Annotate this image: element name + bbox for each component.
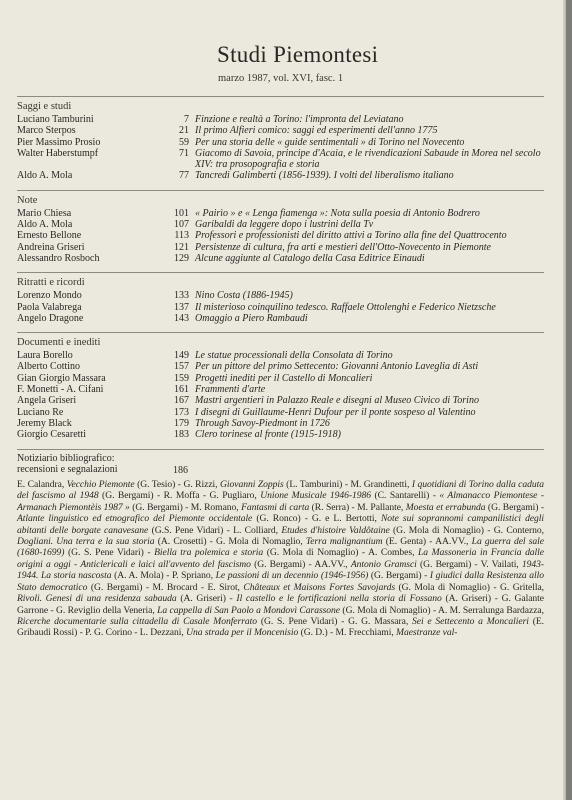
entry-title: Per un pittore del primo Settecento: Giovanni Antonio Laveglia di Asti [195, 361, 479, 373]
notiziario-label-line1: Notiziario bibliografico: [17, 452, 115, 464]
entry-title: Clero torinese al fronte (1915-1918) [195, 429, 341, 441]
entry-author: Alessandro Rosboch [17, 252, 100, 264]
entry-title: Le statue processionali della Consolata di Torino [195, 350, 393, 362]
entry-title: Giacomo di Savoia, principe d'Acaia, e le rivendicazioni Sabaude in Morea nel secolo XIV: tra prosopografia e storia [195, 147, 541, 171]
entry-author: F. Monetti - A. Cifani [17, 384, 104, 396]
entry-page: 121 [174, 241, 189, 253]
entry-title: Il misterioso coinquilino tedesco. Raffaele Ottolenghi e Federico Nietzsche [195, 301, 496, 313]
toc-entry [17, 302, 544, 313]
entry-title: Progetti inediti per il Castello di Moncalieri [195, 372, 373, 384]
header [17, 0, 544, 96]
entry-author: Luciano Tamburini [17, 114, 94, 125]
entry-page: 149 [174, 350, 189, 362]
entry-author: Laura Borello [17, 350, 73, 362]
toc-entry [17, 407, 544, 418]
toc-entry [17, 114, 544, 125]
entry-author: Ernesto Bellone [17, 230, 82, 242]
entry-author: Luciano Re [17, 406, 64, 418]
toc-entry [17, 361, 544, 372]
section-title: Saggi e studi [17, 101, 72, 112]
toc-entry [17, 350, 544, 361]
entry-page: 167 [174, 395, 189, 407]
toc-entry [17, 148, 544, 171]
toc-entry [17, 242, 544, 253]
entry-title: « Pairìo » e « Lenga fiamenga »: Nota sulla poesia di Antonio Bodrero [195, 207, 480, 219]
entry-page: 179 [174, 417, 189, 429]
notiziario-page: 186 [173, 464, 188, 476]
entry-author: Marco Sterpos [17, 125, 76, 137]
notiziario-text: E. Calandra, Vecchio Piemonte (G. Tesio) - G. Rizzi, Giovanni Zoppis (L. Tamburini) - M. Grandinetti, I quotidiani di Torino dalla caduta del fascismo al 1948 (G. Bergami) - R. Moffa - G. Pugliaro, Unione Musicale 1946-1986 (C. Santarelli) - « Almanacco Piemontese - Armanach Piemontèis 1987 » (G. Bergami) - M. Romano, Fantasmi di carta (R. Serra) - M. Pallante, Moesta et errabunda (G. Bergami) - Atlante linguistico ed etnografico del Piemonte occidentale (G. Ronco) - G. e L. Bertotti, Note sui soprannomi campanilistici degli abitanti delle borgate canavesane (G.S. Pene Vidari) - L. Colliard, Etudes d'histoire Valdôtaine (G. Mola di Nomaglio) - G. Conterno, Dogliani. Una terra e la sua storia (A. Crosetti) - G. Mola di Nomaglio, Terra malignantium (E. Genta) - AA.VV., La guerra del sale (1680-1699) (G. S. Pene Vidari) - Biella tra polemica e storia (G. Mola di Nomaglio) - A. Combes, La Massoneria in Francia dalle origini a oggi - Anticlericali e laici all'avvento del fascismo (G. Bergami) - AA.VV., Antonio Gramsci (G. Bergami) - V. Vailati, 1943-1944. La storia nascosta (A. A. Mola) - P. Spriano, Le passioni di un decennio (1946-1956) (G. Bergami) - I giudici dalla Resistenza allo Stato democratico (G. Bergami) - M. Brocard - E. Sirot, Châteaux et Maisons Fortes Savojards (G. Mola di Nomaglio) - G. Gritella, Rivoli. Genesi di una residenza sabauda (A. Griseri) - Il castello e le fortificazioni nella storia di Fossano (A. Griseri) - G. Galante Garrone - G. Reviglio della Veneria, La cappella di San Paolo a Mondovì Carassone (G. Mola di Nomaglio) - A. M. Serralunga Bardazza, Ricerche documentarie sulla cittadella di Casale Monferrato (G. S. Pene Vidari) - G. G. Massara, Sei e Settecento a Moncalieri (E. Gribaudi Rossi) - P. G. Corino - L. Dezzani, Una strada per il Moncenisio (G. D.) - M. Frecchiami, Maestranze val- [17, 479, 545, 639]
entry-page: 143 [174, 312, 189, 324]
entry-page: 113 [174, 230, 189, 242]
entry-page: 137 [174, 301, 189, 313]
toc-entry [17, 219, 544, 230]
toc-entry [17, 418, 544, 429]
toc-entry [17, 290, 544, 301]
toc-entry [17, 373, 544, 384]
section-title: Ritratti e ricordi [17, 277, 85, 289]
toc-entry [17, 230, 544, 241]
entry-page: 71 [179, 147, 189, 159]
entry-title: Finzione e realtà a Torino: l'impronta del Leviatano [195, 114, 404, 125]
toc-entry [17, 384, 544, 395]
entry-author: Walter Haberstumpf [17, 147, 99, 159]
entry-author: Pier Massimo Prosio [17, 136, 101, 148]
entry-page: 101 [174, 207, 189, 219]
entry-author: Mario Chiesa [17, 207, 72, 219]
entry-page: 157 [174, 361, 189, 373]
entry-page: 59 [179, 136, 189, 148]
entry-author: Andreina Griseri [17, 241, 85, 253]
entry-title: Il primo Alfieri comico: saggi ed esperimenti dell'anno 1775 [195, 125, 438, 137]
section-title: Documenti e inediti [17, 337, 101, 349]
toc-entry [17, 125, 544, 136]
toc-entry [17, 208, 544, 219]
notiziario-label-line2: recensioni e segnalazioni [17, 464, 118, 476]
entry-page: 7 [184, 114, 189, 125]
toc-entry [17, 253, 544, 264]
entry-author: Gian Giorgio Massara [17, 372, 106, 384]
entry-title: Garibaldi da leggere dopo i lustrini della Tv [195, 219, 374, 231]
entry-author: Lorenzo Mondo [17, 290, 82, 302]
toc-entry [17, 395, 544, 406]
entry-title: Alcune aggiunte al Catalogo della Casa Editrice Einaudi [195, 252, 425, 264]
notiziario-label [17, 453, 173, 477]
toc-entry [17, 170, 544, 181]
journal-title: Studi Piemontesi [217, 42, 379, 67]
entry-title: Professori e professionisti del diritto attivi a Torino alla fine del Quattrocento [195, 230, 507, 242]
entry-page: 107 [174, 219, 189, 231]
entry-author: Angela Griseri [17, 395, 77, 407]
toc-section [17, 272, 544, 328]
entry-title: Tancredi Galimberti (1856-1939). I volti del liberalismo italiano [195, 170, 454, 182]
entry-title: Persistenze di cultura, fra arti e mestieri dell'Otto-Novecento in Piemonte [195, 241, 491, 253]
entry-author: Paola Valabrega [17, 301, 82, 313]
toc-section [17, 96, 544, 186]
entry-author: Alberto Cottino [17, 361, 81, 373]
entry-title: I disegni di Guillaume-Henri Dufour per il ponte sospeso al Valentino [195, 406, 476, 418]
entry-title: Through Savoy-Piedmont in 1726 [195, 417, 330, 429]
entry-author: Giorgio Cesaretti [17, 429, 86, 441]
toc-entry [17, 429, 544, 440]
entry-page: 21 [179, 125, 189, 137]
toc-entry [17, 137, 544, 148]
entry-author: Jeremy Black [17, 417, 72, 429]
notiziario-section [17, 449, 544, 639]
toc-section [17, 190, 544, 268]
entry-title: Per una storia delle « guide sentimentali » di Torino nel Novecento [195, 136, 465, 148]
entry-page: 159 [174, 372, 189, 384]
entry-author: Aldo A. Mola [17, 170, 73, 182]
entry-page: 129 [174, 252, 189, 264]
entry-author: Angelo Dragone [17, 312, 84, 324]
issue-info: marzo 1987, vol. XVI, fasc. 1 [218, 73, 344, 84]
entry-author: Aldo A. Mola [17, 219, 73, 231]
entry-title: Nino Costa (1886-1945) [195, 290, 293, 302]
section-title: Note [17, 194, 38, 206]
entry-title: Mastri argentieri in Palazzo Reale e disegni al Museo Civico di Torino [195, 395, 479, 407]
entry-title: Frammenti d'arte [195, 384, 266, 396]
table-of-contents [17, 96, 544, 445]
entry-title: Omaggio a Piero Rambaudi [195, 312, 308, 324]
entry-page: 133 [174, 290, 189, 302]
entry-page: 161 [174, 384, 189, 396]
entry-page: 77 [179, 170, 189, 182]
entry-page: 173 [174, 406, 189, 418]
entry-page: 183 [174, 429, 189, 441]
toc-section [17, 332, 544, 444]
toc-entry [17, 313, 544, 324]
